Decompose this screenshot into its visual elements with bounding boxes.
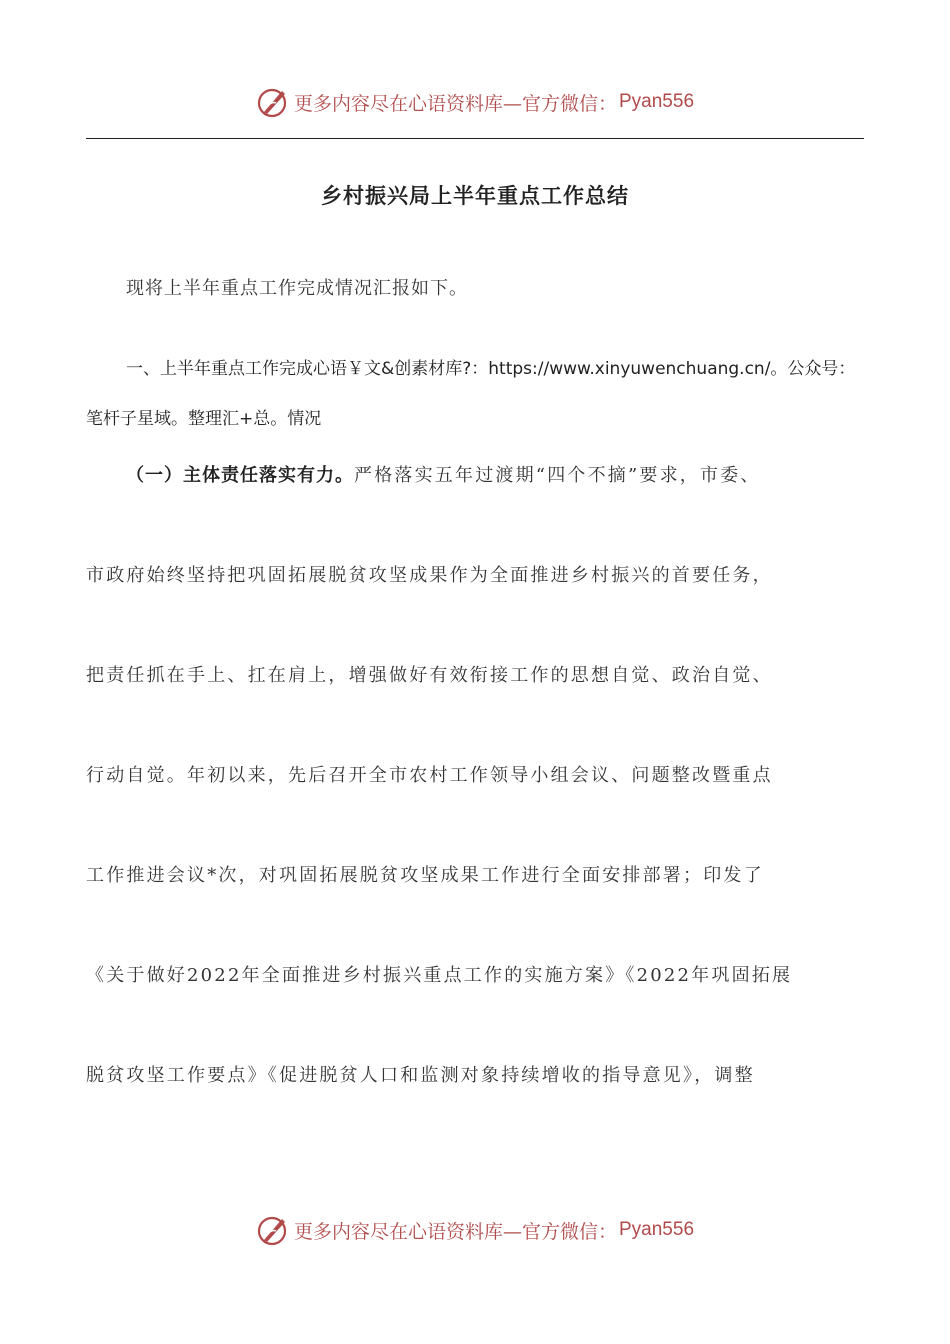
section-heading: 一、上半年重点工作完成心语￥文&创素材库?：https://www.xinyuwenchuang.cn/。公众号：笔杆子星域。整理汇+总。情况 bbox=[86, 359, 856, 429]
footer-banner bbox=[0, 1210, 950, 1250]
wechat-id: Pyan556 bbox=[619, 1219, 695, 1240]
intro-paragraph: 现将上半年重点工作完成情况汇报如下。 bbox=[126, 278, 468, 299]
quill-logo-icon bbox=[256, 85, 290, 119]
text-line: 把责任抓在手上、扛在肩上，增强做好有效衔接工作的思想自觉、政治自觉、 bbox=[86, 665, 773, 686]
banner-text: 更多内容尽在心语资料库—官方微信： bbox=[293, 92, 617, 115]
banner-text: 更多内容尽在心语资料库—官方微信： bbox=[293, 1220, 617, 1243]
text-line: 《关于做好2022年全面推进乡村振兴重点工作的实施方案》《2022年巩固拓展 bbox=[86, 965, 793, 986]
header-banner bbox=[0, 82, 950, 122]
text-line: 脱贫攻坚工作要点》《促进脱贫人口和监测对象持续增收的指导意见》，调整 bbox=[86, 1065, 755, 1086]
subheading: （一）主体责任落实有力。 bbox=[126, 465, 354, 486]
text-line: 行动自觉。年初以来，先后召开全市农村工作领导小组会议、问题整改暨重点 bbox=[86, 765, 773, 786]
body-paragraph bbox=[86, 456, 864, 1156]
quill-logo-icon bbox=[256, 1213, 290, 1247]
text-line bbox=[86, 456, 864, 556]
wechat-id: Pyan556 bbox=[619, 91, 695, 112]
line-text: 严格落实五年过渡期“四个不摘”要求，市委、 bbox=[354, 465, 761, 486]
header-divider bbox=[86, 138, 864, 139]
text-line: 市政府始终坚持把巩固拓展脱贫攻坚成果作为全面推进乡村振兴的首要任务， bbox=[86, 565, 773, 586]
document-title: 乡村振兴局上半年重点工作总结 bbox=[321, 184, 629, 208]
text-line: 工作推进会议*次，对巩固拓展脱贫攻坚成果工作进行全面安排部署；印发了 bbox=[86, 865, 764, 886]
